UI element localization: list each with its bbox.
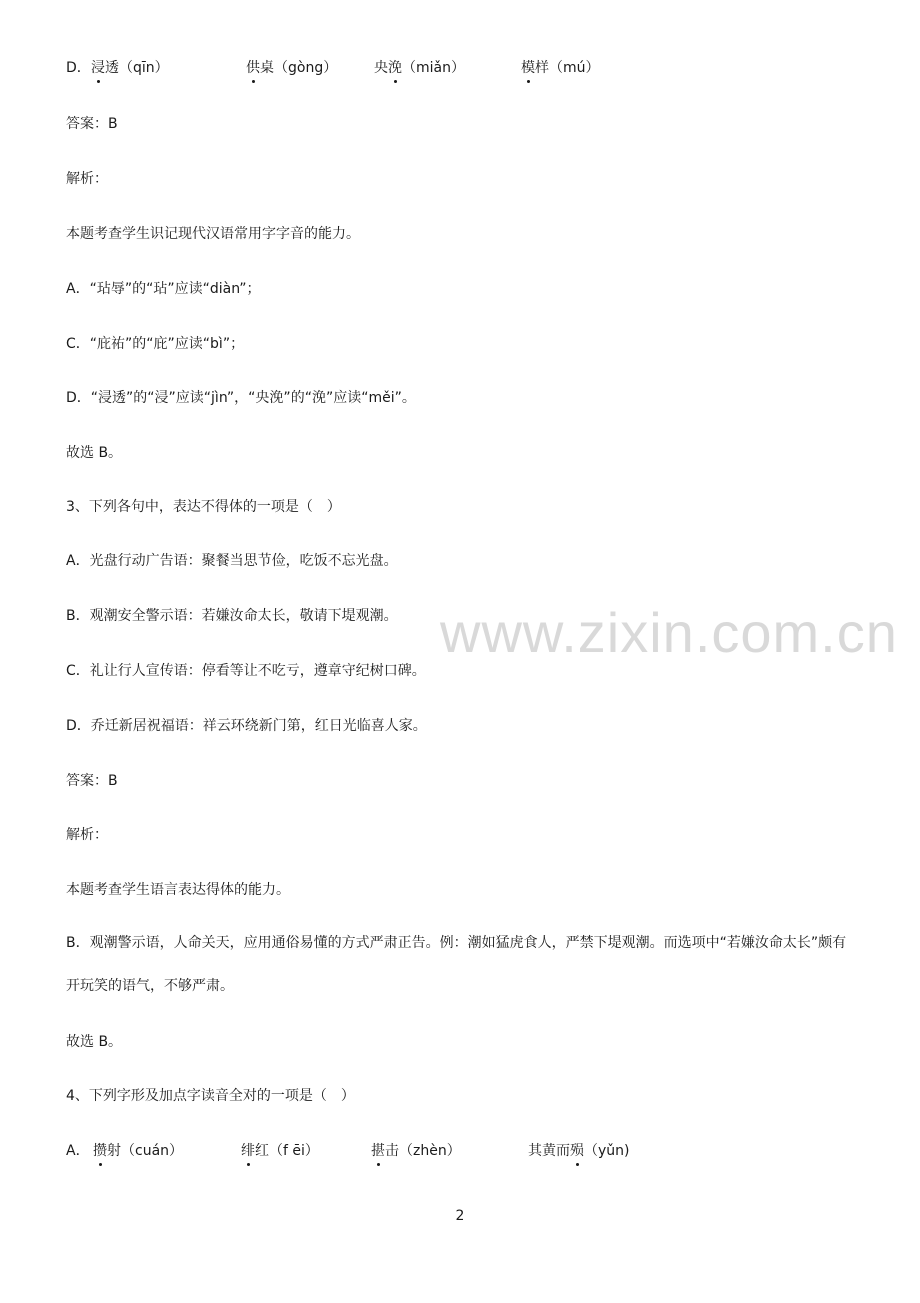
emphasis-dot-char: 浼 — [388, 60, 402, 76]
analysis-paragraph-b: B．观潮警示语，人命关天，应用通俗易懂的方式严肃正告。例：潮如猛虎食人，严禁下堤观潮。而选项中“若嫌汝命太长”颇有开玩笑的语气，不够严肃。 — [66, 935, 847, 994]
question-3: 3、下列各句中，表达不得体的一项是（ ） — [66, 499, 341, 515]
analysis-note-a: A．“玷辱”的“玷”应读“diàn”； — [66, 281, 261, 297]
emphasis-dot-char: 供 — [246, 60, 260, 76]
option-item: 模样（mú） — [521, 60, 600, 76]
option-item: 绯红（f ēi） — [241, 1143, 319, 1159]
option-item: 供桌（gòng） — [246, 60, 338, 76]
question-4: 4、下列字形及加点字读音全对的一项是（ ） — [66, 1088, 355, 1104]
q3-option-b: B．观潮安全警示语：若嫌汝命太长，敬请下堤观潮。 — [66, 608, 398, 624]
emphasis-dot-char: 绯 — [241, 1143, 255, 1159]
option-label: D． — [66, 60, 91, 76]
emphasis-dot-char: 攒 — [93, 1143, 107, 1159]
emphasis-dot-char: 揕 — [371, 1143, 385, 1159]
q3-option-d: D．乔迁新居祝福语：祥云环绕新门第，红日光临喜人家。 — [66, 718, 427, 734]
answer: 答案：B — [66, 773, 118, 789]
conclusion: 故选 B。 — [66, 445, 123, 461]
option-item: 央浼（miǎn） — [374, 60, 465, 76]
q2-option-d — [66, 58, 846, 78]
emphasis-dot-char: 殒 — [570, 1143, 584, 1159]
emphasis-dot-char: 浸 — [91, 60, 105, 76]
option-item: 攒射（cuán） — [93, 1143, 184, 1159]
analysis-note-d: D．“浸透”的“浸”应读“jìn”，“央浼”的“浼”应读“měi”。 — [66, 390, 416, 406]
q4-option-a — [66, 1141, 846, 1161]
option-item: 揕击（zhèn） — [371, 1143, 461, 1159]
option-label: A． — [66, 1143, 90, 1159]
analysis-intro: 本题考查学生语言表达得体的能力。 — [66, 882, 290, 898]
conclusion: 故选 B。 — [66, 1034, 123, 1050]
analysis-note-c: C．“庇祐”的“庇”应读“bì”； — [66, 336, 245, 352]
q3-option-a: A．光盘行动广告语：聚餐当思节俭，吃饭不忘光盘。 — [66, 553, 398, 569]
watermark: www.zixin.com.cn — [440, 601, 898, 664]
analysis-intro: 本题考查学生识记现代汉语常用字字音的能力。 — [66, 226, 360, 242]
page-number: 2 — [455, 1208, 465, 1224]
option-item: 浸透（qīn） — [91, 60, 169, 76]
analysis-label: 解析： — [66, 827, 108, 843]
answer: 答案：B — [66, 116, 118, 132]
q3-option-c: C．礼让行人宣传语：停看等让不吃亏，遵章守纪树口碑。 — [66, 663, 426, 679]
emphasis-dot-char: 模 — [521, 60, 535, 76]
analysis-label: 解析： — [66, 171, 108, 187]
option-item: 其黄而殒（yǔn) — [528, 1143, 630, 1159]
